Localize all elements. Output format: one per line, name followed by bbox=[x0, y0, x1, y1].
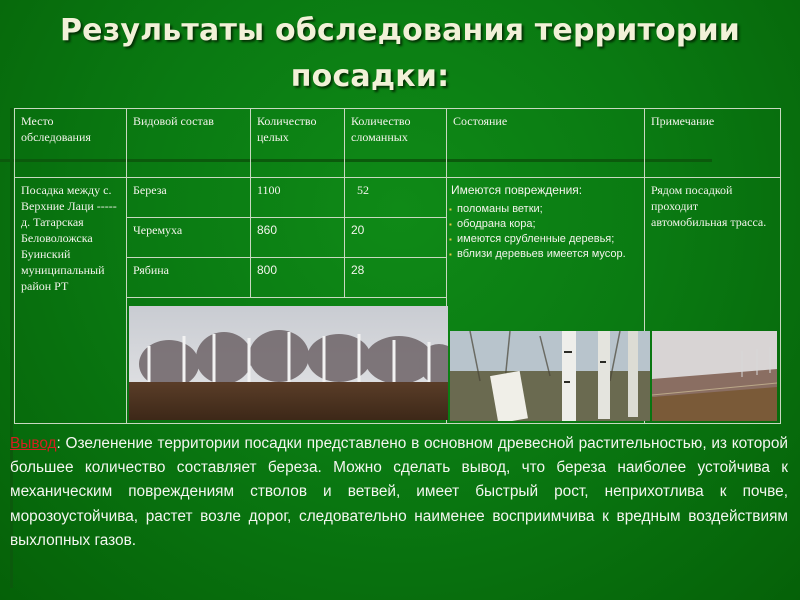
table-row bbox=[15, 178, 781, 218]
list-item: ▪ поломаны ветки; bbox=[451, 202, 640, 217]
header-location: Место обследования bbox=[15, 109, 127, 178]
page-title bbox=[0, 8, 800, 100]
birch-trunks-photo bbox=[450, 331, 650, 421]
whole-count-cell: 860 bbox=[251, 218, 345, 258]
header-note: Примечание bbox=[645, 109, 781, 178]
birch-field-illustration bbox=[129, 306, 448, 420]
whole-count-cell: 800 bbox=[251, 258, 345, 298]
table-header-row bbox=[15, 109, 781, 178]
species-cell: Рябина bbox=[127, 258, 251, 298]
title-line-2: посадки: bbox=[290, 59, 450, 94]
conclusion-body: : Озеленение территории посадки представлено в основном древесной растительностью, из которой большее количество составляет береза. Можно сделать вывод, что береза наиболее устойчива к механическим повреждениям стволов и ветвей, имеет быстрый рост, неприхотлива к почве, морозоустойчива, растет возле дорог, следовательно наименее восприимчива к вредным воздействиям выхлопных газов. bbox=[10, 435, 788, 549]
species-cell: Береза bbox=[127, 178, 251, 218]
note-cell: Рядом посадкой проходит автомобильная трасса. bbox=[645, 178, 781, 424]
list-item: ▪ имеются срубленные деревья; bbox=[451, 232, 640, 247]
roadside-trees-photo bbox=[652, 331, 777, 421]
title-line-1: Результаты обследования территории bbox=[59, 13, 741, 48]
roadside-trees-illustration bbox=[652, 331, 777, 421]
broken-count-cell: 28 bbox=[345, 258, 447, 298]
condition-list bbox=[451, 202, 640, 262]
header-broken-count: Количество сломанных bbox=[345, 109, 447, 178]
list-item: ▪ вблизи деревьев имеется мусор. bbox=[451, 247, 640, 262]
condition-title: Имеются повреждения: bbox=[451, 183, 583, 197]
header-condition: Состояние bbox=[447, 109, 645, 178]
broken-count-cell: 52 bbox=[345, 178, 447, 218]
birch-field-photo bbox=[129, 306, 448, 420]
species-cell: Черемуха bbox=[127, 218, 251, 258]
birch-trunks-illustration bbox=[450, 331, 650, 421]
broken-count-cell: 20 bbox=[345, 218, 447, 258]
header-species: Видовой состав bbox=[127, 109, 251, 178]
conclusion-text bbox=[10, 432, 788, 553]
conclusion-label: Вывод bbox=[10, 435, 57, 452]
whole-count-cell: 1100 bbox=[251, 178, 345, 218]
list-item: ▪ ободрана кора; bbox=[451, 217, 640, 232]
header-whole-count: Количество целых bbox=[251, 109, 345, 178]
location-cell: Посадка между с. Верхние Лаци ----- д. Татарская Беловоложска Буинский муниципальный район РТ bbox=[15, 178, 127, 424]
